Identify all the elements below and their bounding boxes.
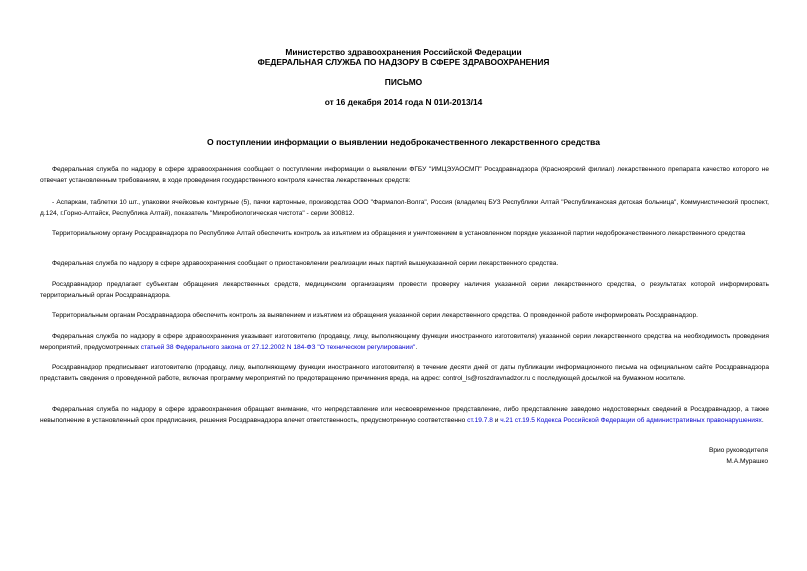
ministry-title: Министерство здравоохранения Российской Федерации: [285, 47, 522, 57]
paragraph-1: Федеральная служба по надзору в сфере здравоохранения сообщает о поступлении информации о выявлении ФГБУ "ИМЦЭУАОСМП" Росздравнадзора (Красноярский филиал) лекарственного препарата качество которого не отвечает установленным требованиям, в ходе проведения государственного контроля качества лекарственных средств:: [40, 166, 769, 185]
document-type: ПИСЬМО: [384, 77, 423, 87]
service-title: ФЕДЕРАЛЬНАЯ СЛУЖБА ПО НАДЗОРУ В СФЕРЕ ЗДРАВООХРАНЕНИЯ: [257, 57, 550, 67]
paragraph-6: Территориальным органам Росздравнадзора обеспечить контроль за выявлением и изъятием из обращения указанной серии лекарственного средства. О проведенной работе информировать Росздравнадзор.: [52, 312, 698, 319]
signature-name: М.А.Мурашко: [726, 458, 768, 465]
paragraph-4: Федеральная служба по надзору в сфере здравоохранения сообщает о приостановлении реализации иных партий вышеуказанной серии лекарственного средства.: [52, 260, 559, 267]
paragraph-3: Территориальному органу Росздравнадзора по Республике Алтай обеспечить контроль за изъятием из обращения и уничтожением в установленном порядке указанной партии недоброкачественного лекарственного средства: [52, 230, 746, 237]
law-184-link[interactable]: статьей 38 Федерального закона от 27.12.2002 N 184-ФЗ "О техническом регулировании": [140, 344, 416, 352]
paragraph-9-conj: и: [492, 417, 501, 425]
paragraph-7-text: Федеральная служба по надзору в сфере здравоохранения указывает изготовителю (продавцу, лицу, выполняющему функции иностранного изготовителя) указанной серии лекарственного средства на необходимость проведения мероприятий, предусмотренных: [40, 333, 769, 352]
paragraph-7-end: .: [415, 344, 418, 352]
paragraph-8: Росздравнадзор предписывает изготовителю (продавцу, лицу, выполняющему функции иностранного изготовителя) в течение десяти дней от даты публикации информационного письма на официальном сайте Росздравнадзора представить сведения о проведенной работе, включая программу мероприятий по предотвращению причинения вреда, на адрес: control_ls@roszdravnadzor.ru с последующей досылкой на бумажном носителе.: [40, 364, 769, 383]
document-date-number: от 16 декабря 2014 года N 01И-2013/14: [324, 97, 483, 107]
paragraph-2: - Аспаркам, таблетки 10 шт., упаковки ячейковые контурные (5), пачки картонные, производства ООО "Фармапол-Волга", Россия (владелец БУЗ Республики Алтай "Республиканская детская больница", Коммунистический проспект, д.124, г.Горно-Алтайск, Республика Алтай), показатель "Микробиологическая чистота" - серии 300812.: [40, 199, 769, 218]
article-19-7-8-link[interactable]: ст.19.7.8: [467, 417, 493, 425]
paragraph-5: Росздравнадзор предлагает субъектам обращения лекарственных средств, медицинским организациям провести проверку наличия указанной серии лекарственного средства, о результатах которой информировать территориальный орган Росздравнадзора.: [40, 281, 769, 300]
document-subject: О поступлении информации о выявлении недоброкачественного лекарственного средства: [207, 137, 600, 147]
signature-position: Врио руководителя: [708, 447, 768, 454]
paragraph-9: [40, 404, 769, 426]
paragraph-7: [40, 331, 769, 353]
paragraph-9-text: Федеральная служба по надзору в сфере здравоохранения обращает внимание, что непредставление или несвоевременное представление, либо представление заведомо недостоверных сведений в Росздравнадзор, а также невыполнение в установленный срок предписания, решения Росздравнадзора влечет ответственность, предусмотренную соответственно: [40, 406, 769, 425]
paragraph-9-end: .: [761, 417, 764, 425]
article-19-5-link[interactable]: ч.21 ст.19.5 Кодекса Российской Федерации об административных правонарушениях: [500, 417, 762, 425]
